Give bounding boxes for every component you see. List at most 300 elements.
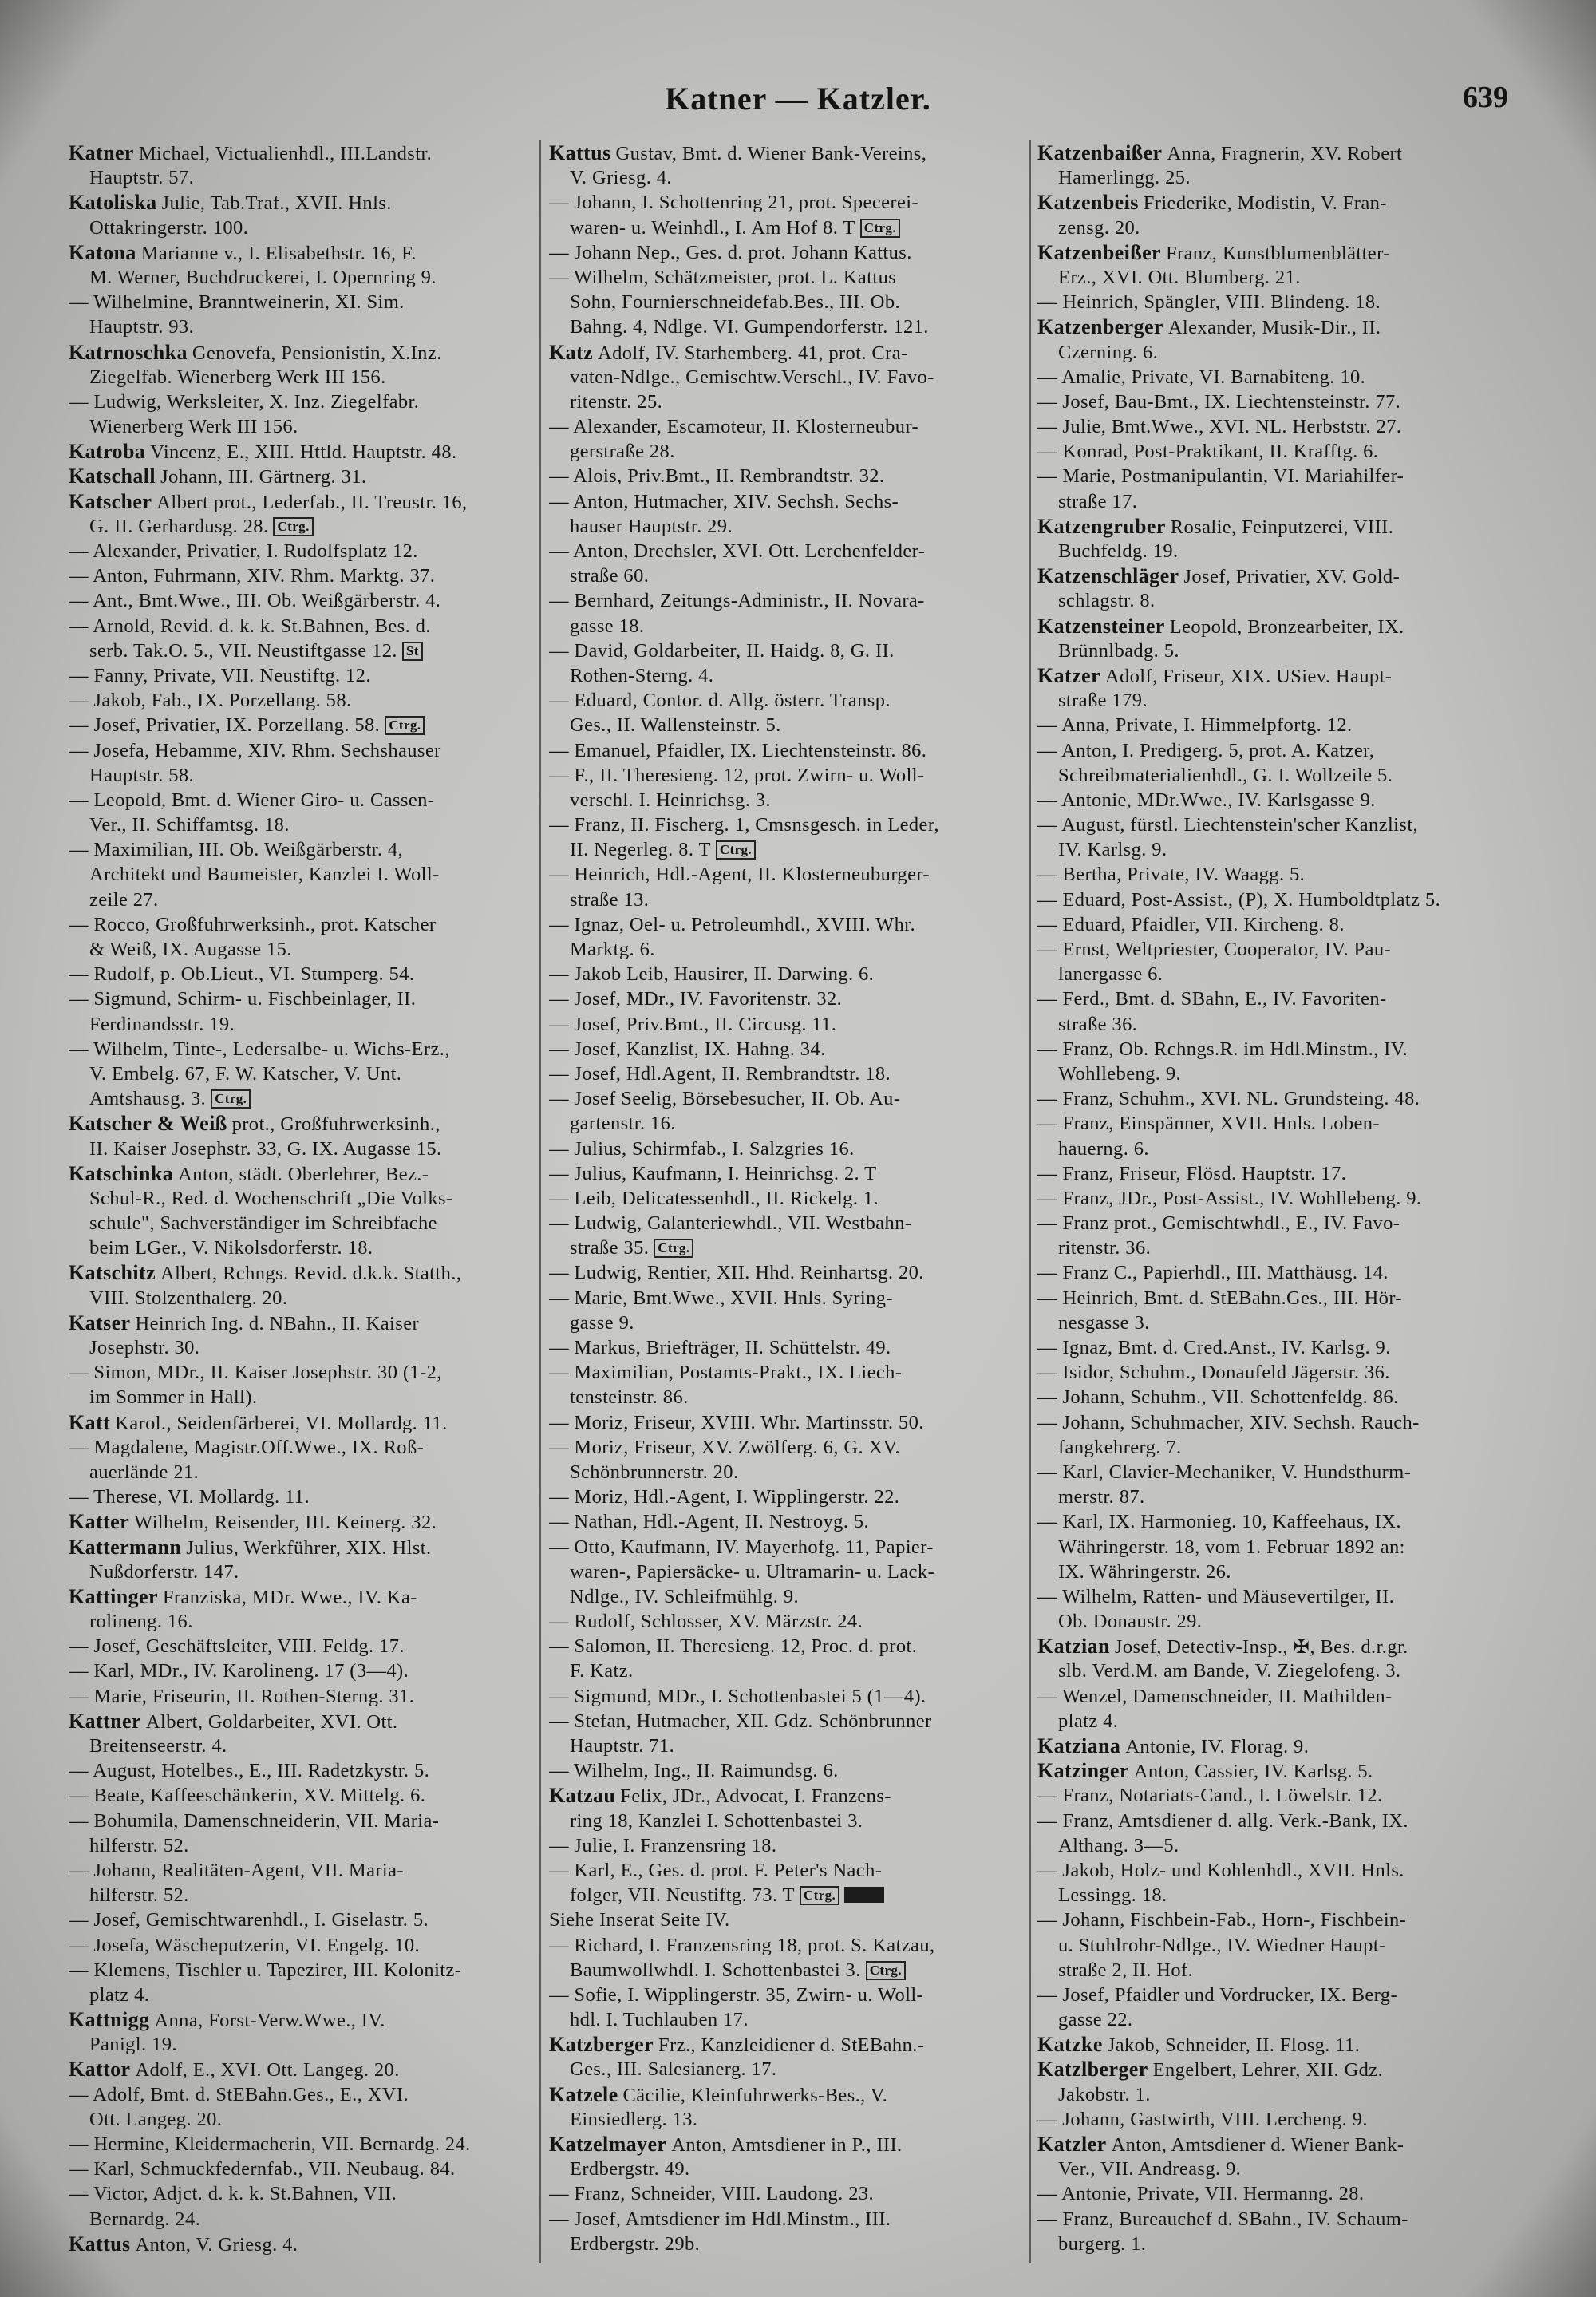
- directory-entry: [549, 812, 1024, 862]
- directory-entry: [69, 962, 543, 986]
- entry-first-line: [69, 788, 543, 812]
- entry-text: Albert prot., Lederfab., II. Treustr. 16,: [156, 491, 468, 513]
- page-title: Katner — Katzler.: [665, 81, 931, 117]
- entry-text: Wilhelm, Reisender, III. Keinerg. 32.: [134, 1512, 437, 1534]
- entry-text: — Wilhelm, Schätzmeister, prot. L. Kattus: [549, 266, 897, 288]
- entry-text: — Johann, I. Schottenring 21, prot. Specerei-: [549, 192, 918, 214]
- entry-continuation-line: [69, 2107, 543, 2132]
- entry-text: — Leib, Delicatessenhdl., II. Rickelg. 1.: [549, 1187, 879, 1209]
- entry-text: — Anton, Hutmacher, XIV. Sechsh. Sechs-: [549, 490, 899, 512]
- entry-continuation-line: [69, 763, 543, 788]
- entry-surname: Katzenberger: [1037, 315, 1163, 339]
- entry-first-line: [1037, 1286, 1512, 1311]
- entry-text: — Richard, I. Franzensring 18, prot. S. Katzau,: [549, 1934, 935, 1956]
- directory-entry: [1037, 1037, 1512, 1086]
- entry-text: Sohn, Fournierschneidefab.Bes., III. Ob.: [570, 291, 901, 314]
- entry-first-line: [1037, 912, 1512, 937]
- entry-first-line: [69, 539, 543, 563]
- entry-surname: Katzenbaißer: [1037, 141, 1163, 164]
- entry-text: Jakobstr. 1.: [1058, 2083, 1151, 2105]
- directory-entry: [1037, 1858, 1512, 1908]
- entry-text: — Anton, I. Predigerg. 5, prot. A. Katzer,: [1037, 739, 1375, 761]
- entry-first-line: [1037, 986, 1512, 1011]
- directory-entry: [69, 290, 543, 339]
- directory-entry: [1037, 812, 1512, 862]
- entry-surname: Katschall: [69, 465, 156, 488]
- directory-entry: [69, 2181, 543, 2231]
- entry-text: — Heinrich, Bmt. d. StEBahn.Ges., III. Hör-: [1037, 1287, 1402, 1309]
- entry-text: gasse 18.: [570, 615, 645, 637]
- entry-text: hilferstr. 52.: [89, 1884, 189, 1907]
- entry-first-line: [549, 1758, 1024, 1783]
- entry-continuation-line: [69, 1235, 543, 1260]
- entry-text: — Beate, Kaffeeschänkerin, XV. Mittelg. 6.: [69, 1785, 426, 1807]
- directory-entry: [549, 1137, 1024, 1161]
- entry-first-line: [549, 1709, 1024, 1734]
- entry-text: — Bohumila, Damenschneiderin, VII. Maria-: [69, 1809, 440, 1832]
- entry-continuation-line: [69, 514, 543, 539]
- entry-text: — Franz, Amtsdiener d. allg. Verk.-Bank, IX.: [1037, 1809, 1408, 1832]
- directory-entry: [1037, 1809, 1512, 1858]
- entry-text: — Ignaz, Bmt. d. Cred.Anst., IV. Karlsg. 9.: [1037, 1337, 1391, 1358]
- entry-first-line: [69, 290, 543, 314]
- entry-text: Josephstr. 30.: [89, 1337, 200, 1358]
- directory-entry: [69, 1958, 543, 2007]
- entry-surname: Katser: [69, 1311, 131, 1334]
- entry-first-line: [69, 190, 543, 215]
- entry-text: gasse 22.: [1058, 2009, 1133, 2031]
- entry-continuation-line: [1037, 837, 1512, 862]
- entry-continuation-line: [549, 1560, 1024, 1584]
- directory-entry: [69, 1161, 543, 1261]
- entry-continuation-line: [1037, 2082, 1512, 2107]
- directory-entry: [1037, 2057, 1512, 2106]
- entry-text: Josef, Detectiv-Insp., ✠, Bes. d.r.gr.: [1114, 1636, 1408, 1659]
- entry-first-line: [1037, 2181, 1512, 2206]
- entry-first-line: [69, 389, 543, 414]
- entry-text: Frz., Kanzleidiener d. StEBahn.-: [658, 2034, 925, 2057]
- entry-continuation-line: [69, 2032, 543, 2057]
- entry-text: Architekt und Baumeister, Kanzlei I. Woll-: [89, 864, 440, 886]
- entry-text: — Johann, Fischbein-Fab., Horn-, Fischbein-: [1037, 1909, 1407, 1931]
- entry-first-line: [69, 1535, 543, 1560]
- entry-first-line: [1037, 1809, 1512, 1833]
- entry-text: — Johann, Realitäten-Agent, VII. Maria-: [69, 1859, 404, 1881]
- entry-continuation-line: [69, 1086, 543, 1111]
- entry-continuation-line: [549, 1311, 1024, 1335]
- entry-continuation-line: [549, 514, 1024, 539]
- entry-text: — Antonie, MDr.Wwe., IV. Karlsgasse 9.: [1037, 789, 1376, 811]
- directory-entry: [69, 539, 543, 563]
- entry-first-line: [69, 2181, 543, 2206]
- entry-text: Erz., XVI. Ott. Blumberg. 21.: [1058, 266, 1301, 288]
- entry-text: Ges., II. Wallensteinstr. 5.: [570, 714, 781, 737]
- directory-entry: [549, 539, 1024, 588]
- entry-text: — Wilhelm, Tinte-, Ledersalbe- u. Wichs-Erz.,: [69, 1038, 450, 1060]
- entry-text: lanergasse 6.: [1058, 963, 1163, 986]
- directory-entry: [69, 464, 543, 488]
- entry-first-line: [69, 986, 543, 1011]
- entry-surname: Katter: [69, 1510, 130, 1534]
- directory-entry: [1037, 986, 1512, 1036]
- directory-entry: [69, 1509, 543, 1534]
- entry-first-line: [69, 614, 543, 638]
- entry-text: slb. Verd.M. am Bande, V. Ziegelofeng. 3.: [1058, 1660, 1401, 1682]
- entry-surname: Kattnigg: [69, 2008, 150, 2032]
- directory-entry: [549, 1260, 1024, 1285]
- entry-text: Anton, Cassier, IV. Karlsg. 5.: [1133, 1761, 1373, 1783]
- entry-first-line: [1037, 290, 1512, 314]
- entry-text: IX. Währingerstr. 26.: [1058, 1560, 1231, 1583]
- entry-text: Siehe Inserat Seite IV.: [549, 1909, 730, 1931]
- directory-entry: [1037, 1734, 1512, 1758]
- entry-continuation-line: [549, 165, 1024, 190]
- entry-text: — Ernst, Weltpriester, Cooperator, IV. Pau-: [1037, 939, 1392, 960]
- entry-text: Lessingg. 18.: [1058, 1884, 1167, 1907]
- entry-text: — Markus, Briefträger, II. Schüttelstr. 49.: [549, 1337, 891, 1358]
- entry-first-line: [1037, 2057, 1512, 2082]
- entry-text: VIII. Stolzenthalerg. 20.: [89, 1287, 288, 1309]
- entry-first-line: [69, 2232, 543, 2256]
- entry-text: — Adolf, Bmt. d. StEBahn.Ges., E., XVI.: [69, 2083, 409, 2105]
- directory-entry: [1037, 2207, 1512, 2256]
- entry-text: — Anna, Private, I. Himmelpfortg. 12.: [1037, 714, 1353, 737]
- entry-first-line: [1037, 1086, 1512, 1111]
- directory-entry: [1037, 888, 1512, 912]
- entry-continuation-line: [549, 290, 1024, 314]
- entry-text: Julie, Tab.Traf., XVII. Hnls.: [161, 192, 392, 215]
- entry-text: — Franz, Schuhm., XVI. NL. Grundsteing. 48.: [1037, 1088, 1420, 1110]
- entry-continuation-line: [69, 1833, 543, 1858]
- entry-text: u. Stuhlrohr-Ndlge., IV. Wiedner Haupt-: [1058, 1934, 1386, 1956]
- entry-first-line: [69, 2157, 543, 2181]
- entry-first-line: [1037, 1360, 1512, 1385]
- boxed-tag: Ctrg.: [800, 1886, 839, 1905]
- entry-first-line: [549, 1634, 1024, 1659]
- boxed-tag: Ctrg.: [716, 840, 756, 860]
- entry-text: — August, Hotelbes., E., III. Radetzkystr. 5.: [69, 1760, 430, 1782]
- boxed-tag: St: [402, 642, 423, 661]
- directory-entry: [69, 1634, 543, 1659]
- entry-text: straße 35.: [570, 1237, 650, 1259]
- entry-text: Julius, Werkführer, XIX. Hlst.: [186, 1536, 432, 1559]
- boxed-tag: Ctrg.: [654, 1239, 693, 1258]
- entry-text: — Maximilian, III. Ob. Weißgärberstr. 4,: [69, 839, 404, 861]
- entry-surname: Katzian: [1037, 1635, 1110, 1659]
- entry-text: — Rudolf, Schlosser, XV. Märzstr. 24.: [549, 1611, 863, 1633]
- boxed-tag: Ctrg.: [273, 517, 313, 536]
- directory-entry: [549, 340, 1024, 415]
- directory-entry: [69, 588, 543, 613]
- entry-first-line: [69, 140, 543, 165]
- directory-entry: [69, 1260, 543, 1310]
- entry-text: — Josef, Amtsdiener im Hdl.Minstm., III.: [549, 2208, 891, 2230]
- entry-text: gasse 9.: [570, 1311, 634, 1334]
- directory-entry: [549, 1012, 1024, 1037]
- entry-continuation-line: [69, 1211, 543, 1235]
- entry-text: — Wilhelm, Ratten- und Mäusevertilger, II.: [1037, 1585, 1395, 1607]
- directory-entry: [549, 638, 1024, 688]
- entry-first-line: [69, 240, 543, 265]
- entry-text: — Franz, Friseur, Flösd. Hauptstr. 17.: [1037, 1162, 1347, 1184]
- entry-first-line: [1037, 439, 1512, 464]
- entry-continuation-line: [549, 937, 1024, 962]
- entry-first-line: [1037, 464, 1512, 488]
- directory-entry: [69, 1535, 543, 1584]
- entry-continuation-line: [549, 788, 1024, 812]
- entry-text: Josef, Privatier, XV. Gold-: [1183, 566, 1400, 588]
- entry-first-line: [69, 1634, 543, 1659]
- directory-entry: [1037, 1335, 1512, 1360]
- entry-first-line: [549, 1783, 1024, 1808]
- entry-text: — Josef, MDr., IV. Favoritenstr. 32.: [549, 988, 843, 1010]
- directory-entry: [1037, 140, 1512, 190]
- entry-first-line: [69, 837, 543, 862]
- directory-entry: [1037, 514, 1512, 563]
- entry-first-line: [1037, 1161, 1512, 1186]
- entry-text: — Johann, Gastwirth, VIII. Lercheng. 9.: [1037, 2108, 1368, 2130]
- directory-entry: [1037, 290, 1512, 314]
- entry-text: — Josef, Geschäftsleiter, VIII. Feldg. 17.: [69, 1635, 405, 1658]
- entry-text: — Karl, Schmuckfedernfab., VII. Neubaug. 84.: [69, 2158, 456, 2180]
- directory-entry: [549, 1360, 1024, 1409]
- directory-entry: [69, 688, 543, 713]
- entry-first-line: [1037, 1684, 1512, 1709]
- entry-text: — Eduard, Pfaidler, VII. Kircheng. 8.: [1037, 913, 1345, 935]
- directory-entry: [549, 1609, 1024, 1634]
- entry-first-line: [549, 688, 1024, 713]
- directory-entry: [1037, 2132, 1512, 2181]
- entry-first-line: [549, 414, 1024, 439]
- entry-surname: Katz: [549, 340, 594, 364]
- entry-continuation-line: [1037, 2232, 1512, 2256]
- entry-first-line: [1037, 1385, 1512, 1409]
- directory-entry: [549, 1161, 1024, 1186]
- entry-first-line: [549, 1410, 1024, 1435]
- entry-continuation-line: [549, 663, 1024, 688]
- entry-text: — Josef, Kanzlist, IX. Hahng. 34.: [549, 1038, 826, 1060]
- entry-text: Marianne v., I. Elisabethstr. 16, F.: [140, 242, 417, 264]
- entry-text: Wienerberg Werk III 156.: [89, 416, 298, 438]
- entry-text: gartenstr. 16.: [570, 1113, 676, 1135]
- entry-first-line: [1037, 1983, 1512, 2007]
- entry-text: platz 4.: [1058, 1710, 1119, 1732]
- entry-text: Hauptstr. 58.: [89, 764, 195, 786]
- entry-first-line: [69, 340, 543, 365]
- entry-continuation-line: [1037, 1560, 1512, 1584]
- entry-first-line: [69, 1311, 543, 1335]
- entry-first-line: [69, 1809, 543, 1833]
- entry-text: auerlände 21.: [89, 1461, 200, 1483]
- directory-entry: [1037, 2107, 1512, 2132]
- entry-first-line: [69, 1758, 543, 1783]
- entry-text: Adolf, Friseur, XIX. USiev. Haupt-: [1104, 665, 1393, 687]
- directory-entry: [1037, 1111, 1512, 1160]
- entry-text: — Magdalene, Magistr.Off.Wwe., IX. Roß-: [69, 1436, 425, 1458]
- entry-first-line: [1037, 563, 1512, 588]
- directory-entry: [1037, 190, 1512, 239]
- entry-text: — August, fürstl. Liechtenstein'scher Kanzlist,: [1037, 814, 1419, 836]
- entry-continuation-line: [69, 937, 543, 962]
- entry-continuation-line: [69, 1062, 543, 1086]
- directory-entry: [549, 1709, 1024, 1758]
- entry-text: straße 2, II. Hof.: [1058, 1959, 1194, 1981]
- entry-text: — Josefa, Wäscheputzerin, VI. Engelg. 10.: [69, 1934, 421, 1956]
- entry-text: Buchfeldg. 19.: [1058, 540, 1179, 562]
- entry-continuation-line: [1037, 688, 1512, 713]
- entry-text: Schreibmaterialienhdl., G. I. Wollzeile 5.: [1058, 764, 1393, 786]
- entry-continuation-line: [1037, 1535, 1512, 1560]
- entry-continuation-line: [69, 1883, 543, 1908]
- entry-surname: Kattinger: [69, 1584, 158, 1608]
- entry-text: merstr. 87.: [1058, 1486, 1145, 1508]
- directory-entry: [69, 2232, 543, 2256]
- entry-text: — Josef, Pfaidler und Vordrucker, IX. Berg-: [1037, 1983, 1398, 2006]
- entry-continuation-line: [69, 1983, 543, 2007]
- entry-first-line: [1037, 240, 1512, 265]
- directory-entry: [1037, 464, 1512, 513]
- entry-text: Adolf, E., XVI. Ott. Langeg. 20.: [135, 2059, 400, 2082]
- directory-entry: [549, 2032, 1024, 2082]
- entry-text: — Ant., Bmt.Wwe., III. Ob. Weißgärberstr. 4.: [69, 590, 441, 612]
- entry-text: verschl. I. Heinrichsg. 3.: [570, 789, 771, 811]
- directory-entry: [1037, 1783, 1512, 1808]
- entry-continuation-line: [1037, 1062, 1512, 1086]
- entry-text: — Franz, II. Fischerg. 1, Cmsnsgesch. in Leder,: [549, 814, 939, 836]
- directory-entry: [69, 1037, 543, 1112]
- entry-first-line: [549, 1335, 1024, 1360]
- entry-surname: Katzlberger: [1037, 2058, 1148, 2082]
- entry-text: Marktg. 6.: [570, 939, 655, 960]
- directory-entry: [549, 1335, 1024, 1360]
- entry-text: Bernardg. 24.: [89, 2208, 201, 2230]
- page-number: 639: [1463, 81, 1508, 114]
- directory-entry: [69, 1684, 543, 1709]
- entry-first-line: [549, 1012, 1024, 1037]
- entry-first-line: [549, 340, 1024, 365]
- entry-continuation-line: [549, 1385, 1024, 1409]
- entry-text: — Klemens, Tischler u. Tapezirer, III. Kolonitz-: [69, 1959, 462, 1981]
- entry-text: — Isidor, Schuhm., Donaufeld Jägerstr. 36.: [1037, 1362, 1390, 1384]
- entry-text: — Karl, E., Ges. d. prot. F. Peter's Nach-: [549, 1859, 883, 1881]
- entry-first-line: [549, 140, 1024, 165]
- entry-surname: Katschitz: [69, 1261, 156, 1285]
- entry-first-line: [1037, 414, 1512, 439]
- directory-entry: [69, 663, 543, 688]
- entry-continuation-line: [1037, 1311, 1512, 1335]
- entry-surname: Katroba: [69, 440, 146, 464]
- entry-first-line: [69, 1161, 543, 1186]
- entry-continuation-line: [549, 888, 1024, 912]
- entry-text: Schul-R., Red. d. Wochenschrift „Die Volks-: [89, 1187, 453, 1209]
- entry-text: — Ludwig, Galanteriewhdl., VII. Westbahn-: [549, 1212, 912, 1235]
- entry-text: — Josef, Privatier, IX. Porzellang. 58.: [69, 714, 381, 737]
- directory-entry: [1037, 1908, 1512, 1983]
- entry-text: Panigl. 19.: [89, 2034, 177, 2056]
- directory-entry: [69, 912, 543, 962]
- directory-entry: [549, 763, 1024, 812]
- directory-entry: [1037, 1410, 1512, 1460]
- entry-continuation-line: [1037, 1485, 1512, 1509]
- entry-text: Anton, städt. Oberlehrer, Bez.-: [178, 1163, 429, 1185]
- entry-continuation-line: [69, 862, 543, 887]
- directory-entry: [69, 837, 543, 912]
- directory-entry: [549, 489, 1024, 539]
- entry-text: Amtshausg. 3.: [89, 1088, 207, 1110]
- entry-text: — Arnold, Revid. d. k. k. St.Bahnen, Bes. d.: [69, 615, 431, 637]
- entry-text: Hauptstr. 57.: [89, 167, 195, 189]
- entry-first-line: [69, 1709, 543, 1734]
- directory-entry: [549, 1983, 1024, 2032]
- entry-text: nesgasse 3.: [1058, 1311, 1150, 1334]
- directory-entry: [69, 2157, 543, 2181]
- directory-entry: [549, 1858, 1024, 1908]
- entry-first-line: [549, 1535, 1024, 1560]
- entry-continuation-line: [69, 888, 543, 912]
- entry-text: — Eduard, Contor. d. Allg. österr. Transp.: [549, 690, 891, 712]
- directory-entry: [1037, 2181, 1512, 2206]
- entry-continuation-line: [1037, 1609, 1512, 1634]
- entry-text: Wohllebeng. 9.: [1058, 1062, 1181, 1085]
- entry-text: — Jakob, Fab., IX. Porzellang. 58.: [69, 690, 352, 712]
- directory-entry: [1037, 713, 1512, 737]
- entry-continuation-line: [1037, 1012, 1512, 1037]
- entry-text: Rosalie, Feinputzerei, VIII.: [1170, 516, 1394, 538]
- directory-entry: [69, 1360, 543, 1409]
- entry-first-line: [69, 464, 543, 488]
- entry-first-line: [69, 1584, 543, 1609]
- entry-first-line: [549, 190, 1024, 215]
- directory-entry: [549, 1684, 1024, 1709]
- entry-text: — Josefa, Hebamme, XIV. Rhm. Sechshauser: [69, 739, 441, 761]
- entry-text: — Marie, Bmt.Wwe., XVII. Hnls. Syring-: [549, 1287, 893, 1309]
- entry-text: — Moriz, Friseur, XV. Zwölferg. 6, G. XV.: [549, 1436, 901, 1458]
- directory-entry: [549, 1758, 1024, 1783]
- directory-entry: [549, 1485, 1024, 1509]
- entry-first-line: [69, 1037, 543, 1062]
- entry-continuation-line: [69, 812, 543, 837]
- entry-continuation-line: [549, 1958, 1024, 1983]
- entry-surname: Katzau: [549, 1784, 616, 1808]
- directory-entry: [549, 414, 1024, 464]
- entry-surname: Katzensteiner: [1037, 614, 1165, 638]
- directory-entry: [69, 489, 543, 539]
- entry-first-line: [549, 2082, 1024, 2107]
- entry-first-line: [69, 2007, 543, 2032]
- entry-first-line: [1037, 1111, 1512, 1136]
- entry-first-line: [1037, 389, 1512, 414]
- entry-continuation-line: [549, 2007, 1024, 2032]
- entry-text: Brünnlbadg. 5.: [1058, 639, 1179, 662]
- entry-text: Ver., II. Schiffamtsg. 18.: [89, 814, 290, 836]
- entry-text: — Simon, MDr., II. Kaiser Josephstr. 30 (1-2,: [69, 1362, 442, 1384]
- directory-entry: [1037, 563, 1512, 613]
- entry-text: Althang. 3—5.: [1058, 1834, 1179, 1856]
- entry-first-line: [1037, 888, 1512, 912]
- entry-continuation-line: [69, 165, 543, 190]
- entry-first-line: [549, 489, 1024, 514]
- entry-first-line: [549, 1360, 1024, 1385]
- directory-entry: [1037, 1260, 1512, 1285]
- directory-entry: [1037, 389, 1512, 414]
- entry-text: — Josef, Hdl.Agent, II. Rembrandtstr. 18.: [549, 1062, 891, 1085]
- directory-entry: [549, 1634, 1024, 1683]
- entry-first-line: [1037, 2207, 1512, 2232]
- entry-text: zeile 27.: [89, 888, 159, 911]
- entry-text: Johann, III. Gärtnerg. 31.: [160, 466, 367, 488]
- entry-text: — Ignaz, Oel- u. Petroleumhdl., XVIII. Whr.: [549, 913, 916, 935]
- entry-first-line: [549, 2032, 1024, 2057]
